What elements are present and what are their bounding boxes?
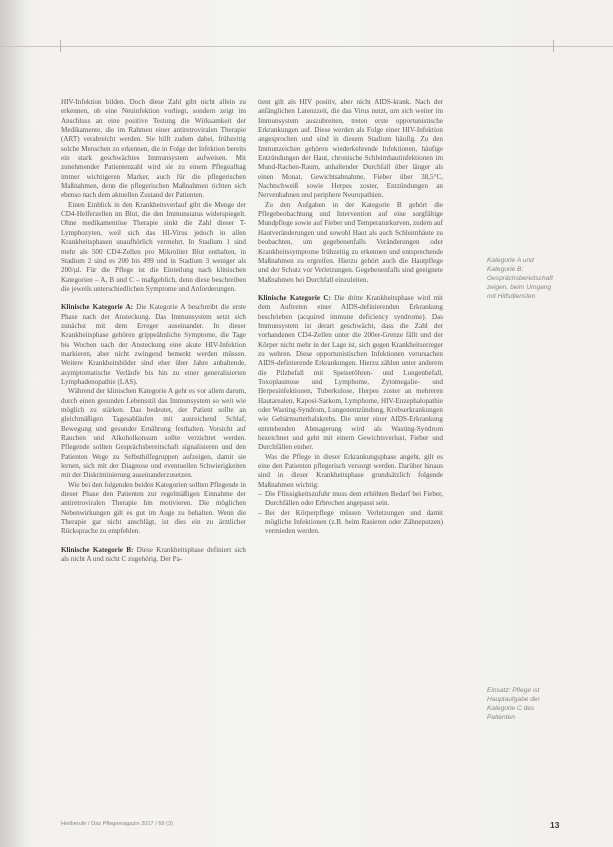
heading-category-a: Klinische Kategorie A:: [61, 303, 134, 312]
paragraph: tient gilt als HIV positiv, aber nicht AIDS-krank. Nach der anfänglichen Latenzzeit, die das Virus nutzt, um sich weiter im Immunsystem auszubreiten, treten erste opportunistische Erkrankungen auf. Diese werden als Folge einer HIV-Infektion angesprochen und sind in diesem Stadium häufig. Zu den Immunzeichen gehören wiederkehrende Infektionen, häufige Entzündungen der Haut, chronische Schleimhautinfektionen im Mund-Rachen-Raum, anhaltender Durchfall über länger als einen Monat, Gewichtsabnahme, Fieber über 38,5°C, Nachtschweiß sowie Herpes zoster, Entzündungen an Nervenbahnen und periphere Neuropathien.: [258, 98, 443, 200]
paragraph-text: Die dritte Krankheitsphase wird mit dem Auftreten einer AIDS-definierenden Erkrankung beschrieben (acquired immune deficiency syndrome). Das Immunsystem ist derart geschwächt, dass die Zahl der vorhandenen CD4-Zellen unter die 200er-Grenze fällt und der Körper nicht mehr in der Lage ist, sich gegen Krankheitserreger zu wehren. Diese opportunistischen Infektionen verursachen AIDS-definierende Erkrankungen. Hierzu zählen unter anderem die Pilzbefall mit Speiseröhren- und Lungenbefall, Toxoplasmose und Lymphome, Zytomegalie- und Herpesinfektionen, Tuberkulose, Herpes zoster an mehreren Hautarealen, Kaposi-Sarkom, Lymphome, HIV-Enzephalopathie oder Wasting-Syndrom, Lungenentzündung, Krebserkrankungen wie Gebärmutterhalskrebs. Die unter einer AIDS-Erkrankung entstehenden Abmagerung wird als Wasting-Syndrom bezeichnet und geht mit einem Gewichtsverlust, Fieber und Durchfällen einher.: [258, 293, 443, 452]
heading-category-c: Klinische Kategorie C:: [258, 293, 331, 302]
right-column: [258, 98, 443, 537]
margin-note: Einsatz: Pflege ist Hauptaufgabe der Kategorie C des Patienten: [487, 687, 540, 721]
paragraph: Was die Pflege in dieser Erkrankungsphase angeht, gilt es eine den Patienten pflegerisch versorgt werden. Darüber hinaus sind in dieser Krankheitsphase grundsätzlich folgende Maßnahmen wichtig:: [258, 452, 443, 489]
margin-note: Kategorie A und Kategorie B: Gesprächsbereitschaft zeigen, beim Umgang mit Hilfsdiensten: [487, 257, 553, 300]
left-column: [61, 98, 246, 565]
scan-edge-shadow: [0, 0, 26, 847]
paragraph-category-b: [61, 546, 246, 565]
paragraph: Während der klinischen Kategorie A geht es vor allem darum, durch einen gesunden Lebensstil das Immunsystem so weit wie möglich zu stärken. Das bedeutet, der Patient sollte an gleichmäßigen Tagesabläufen mit ausreichend Schlaf, Bewegung und gesunder Ernährung festhalten. Vorsicht auf Rauchen und Alkoholkonsum sollte verzichtet werden. Pflegende sollten Gesprächsbereitschaft signalisieren und den Patienten Wege zu Selbsthilfegruppen aufzeigen, damit sie lernen, sich mit der Diagnose und eventuellen Schwierigkeiten mit der Diskriminierung auseinanderzusetzen.: [61, 387, 246, 480]
paragraph: Wie bei den folgenden beiden Kategorien sollten Pflegende in dieser Phase den Patienten zur regelmäßigen Einnahme der antiretroviralen Therapie hin motivieren. Die möglichen Nebenwirkungen gilt es gut im Auge zu behalten. Wenn die Therapie gar nicht anschlägt, ist dies ein zu ärztlicher Rücksprache zu empfehlen.: [61, 480, 246, 536]
paragraph: Einen Einblick in den Krankheitsverlauf gibt die Menge der CD4-Helferzellen im Blut, die den Immunstatus widerspiegelt. Ohne medikamentöse Therapie sinkt die Zahl dieser T-Lymphozyten, weil sich das HI-Virus jedoch in allen Krankheitsphasen unaufhörlich vermehrt. In Stadium 1 sind mehr als 500 CD4-Zellen pro Mikroliter Blut enthalten, in Stadium 2 sind es 200 bis 499 und in Stadium 3 weniger als 200/µl. Für die Pflege ist die Einteilung nach klinischen Kategorien – A, B und C – maßgeblich, denn diese beschreiben die jeweils unterschiedlichen Symptome und Anforderungen.: [61, 200, 246, 293]
heading-category-b: Klinische Kategorie B:: [61, 545, 134, 554]
list-item: – Bei der Körperpflege müssen Verletzungen und damit mögliche Infektionen (z.B. beim Rasieren oder Zähneputzen) vermieden werden.: [258, 509, 443, 537]
paragraph-category-a: [61, 303, 246, 387]
top-rule: [0, 46, 613, 47]
measures-list: [258, 490, 443, 537]
paragraph: HIV-Infektion bilden. Doch diese Zahl gibt nicht allein zu erkennen, ob eine Neuinfektion vorliegt, sondern zeigt im Anschluss an eine positive Testung die Wirksamkeit der Medikamente, die im Rahmen einer antiretroviralen Therapie (ART) verabreicht werden. Sie hilft zudem dabei, frühzeitig solche Menschen zu erkennen, die in Folge der Infektion bereits ein stark geschwächtes Immunsystem aufweisen. Mit zunehmender Patientenzahl wird sie zu einem Pflegealltag immer wichtigeren Marker, auch für die pflegerischen Maßnahmen, denn die pflegerischen Maßnahmen richten sich ebenso nach dem aktuellen Zustand der Patienten.: [61, 98, 246, 200]
list-item: – Die Flüssigkeitszufuhr muss dem erhöhten Bedarf bei Fieber, Durchfällen oder Erbrechen angepasst sein.: [258, 490, 443, 509]
page-number: 13: [550, 820, 560, 830]
crop-mark: [553, 40, 554, 52]
footer-citation: Heilberufe / Das Pflegemagazin 2017 / 69 (3): [61, 821, 173, 827]
paragraph-category-c: [258, 294, 443, 453]
paragraph-text: Diese Krankheitsphase definiert sich als nicht A und nicht C zugehörig. Der Pa-: [61, 545, 246, 564]
crop-mark: [60, 40, 61, 52]
paragraph: Zu den Aufgaben in der Kategorie B gehört die Pflegebeobachtung und Intervention auf eine sorgfältige Mundpflege sowie auf Fieber und Temperaturkurven, zudem auf Hautveränderungen und sowohl Haut als auch Schleimhäute zu beobachten, um gegebenenfalls Veränderungen oder Krankheitssymptome frühzeitig zu erkennen und entsprechende Maßnahmen zu ergreifen. Hierzu gehört auch die Hautpflege und der Schutz vor Verletzungen. Gegebenenfalls sind geeignete Maßnahmen bei Durchfall einzuleiten.: [258, 200, 443, 284]
paragraph-text: Die Kategorie A beschreibt die erste Phase nach der Ansteckung. Das Immunsystem setzt sich zunächst mit dem Erreger auseinander. In dieser Krankheitsphase gehören grippeähnliche Symptome, die Tage bis Wochen nach der Ansteckung eine akute HIV-Infektion markieren, aber nicht zwingend bemerkt werden müssen. Weitere Krankheitsbilder sind eher über Jahre anhaltende, asymptomatische Verläufe bis hin zu einer generalisierten Lymphadenopathie (LAS).: [61, 303, 246, 386]
